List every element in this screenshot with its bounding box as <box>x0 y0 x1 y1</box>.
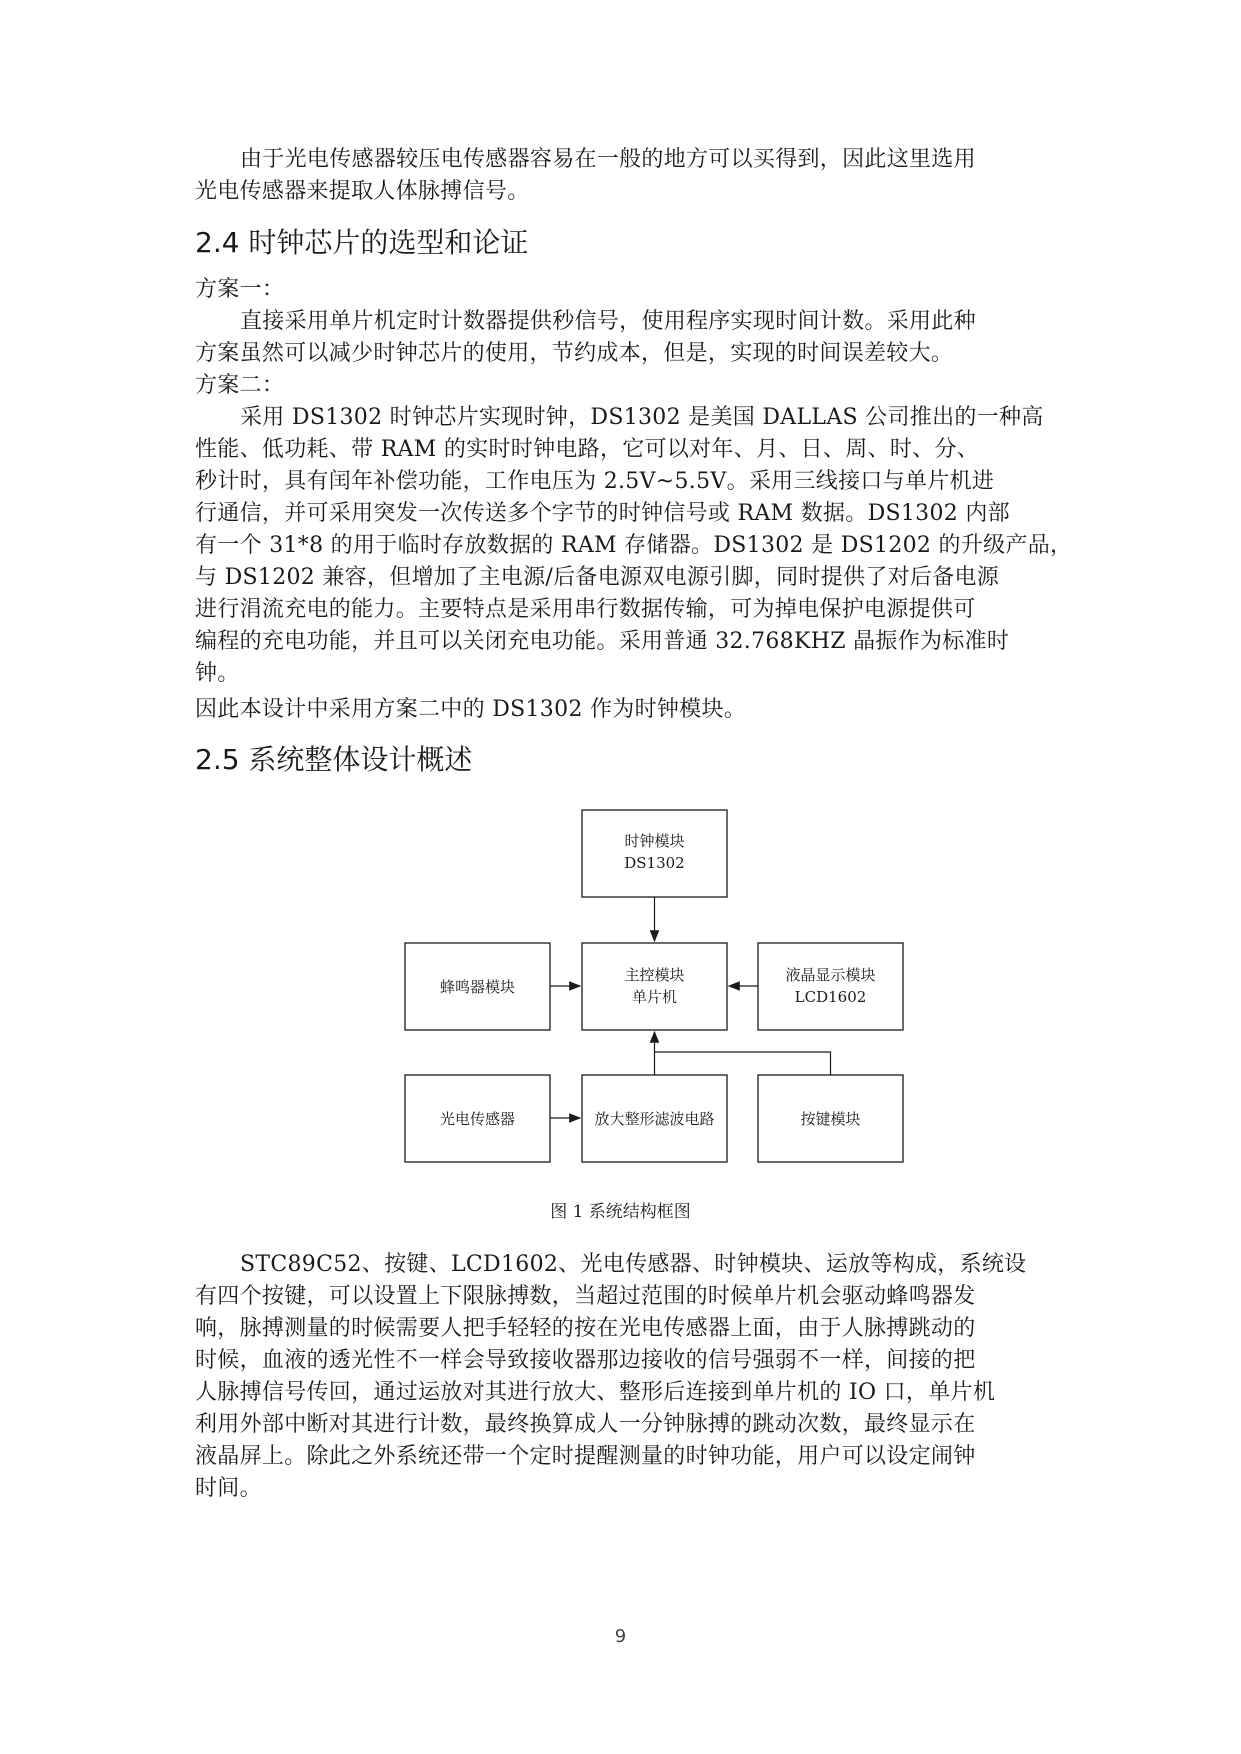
intro-line-2: 光电传感器来提取人体脉搏信号。 <box>195 179 530 204</box>
plan2-line: 钟。 <box>195 661 240 686</box>
plan2-line: 编程的充电功能，并且可以关闭充电功能。采用普通 32.768KHZ 晶振作为标准时 <box>195 629 1010 654</box>
plan1-label: 方案一： <box>195 277 285 302</box>
plan2-line: 进行涓流充电的能力。主要特点是采用串行数据传输，可为掉电保护电源提供可 <box>195 597 976 622</box>
clock-module-label: 时钟模块 <box>624 832 685 850</box>
plan2-line: 性能、低功耗、带 RAM 的实时时钟电路，它可以对年、月、日、周、时、分、 <box>195 437 980 462</box>
plan2-line: 行通信，并可采用突发一次传送多个字节的时钟信号或 RAM 数据。DS1302 内部 <box>195 501 1010 526</box>
section-heading-2-4: 2.4 时钟芯片的选型和论证 <box>195 226 529 259</box>
intro-line-1: 由于光电传感器较压电传感器容易在一般的地方可以买得到，因此这里选用 <box>240 147 976 172</box>
body-line: 响，脉搏测量的时候需要人把手轻轻的按在光电传感器上面，由于人脉搏跳动的 <box>195 1316 976 1341</box>
main-control-box <box>582 943 727 1030</box>
lcd-module-label: 液晶显示模块 <box>785 966 876 984</box>
photo-sensor-label: 光电传感器 <box>439 1110 516 1128</box>
body-line: 有四个按键，可以设置上下限脉搏数，当超过范围的时候单片机会驱动蜂鸣器发 <box>195 1284 976 1309</box>
body-line: 时间。 <box>195 1476 262 1501</box>
figure-caption: 图 1 系统结构框图 <box>550 1202 691 1222</box>
lcd-module-model: LCD1602 <box>794 988 867 1006</box>
body-line: 人脉搏信号传回，通过运放对其进行放大、整形后连接到单片机的 IO 口，单片机 <box>195 1380 996 1405</box>
body-line: 液晶屏上。除此之外系统还带一个定时提醒测量的时钟功能，用户可以设定闹钟 <box>195 1444 976 1469</box>
body-line: 时候，血液的透光性不一样会导致接收器那边接收的信号强弱不一样，间接的把 <box>195 1348 976 1373</box>
main-control-mcu: 单片机 <box>631 988 678 1006</box>
plan1-line: 方案虽然可以减少时钟芯片的使用，节约成本，但是，实现的时间误差较大。 <box>195 341 954 366</box>
conclusion-line: 因此本设计中采用方案二中的 DS1302 作为时钟模块。 <box>195 697 747 722</box>
keys-module-label: 按键模块 <box>800 1110 861 1128</box>
plan1-line: 直接采用单片机定时计数器提供秒信号，使用程序实现时间计数。采用此种 <box>240 309 976 334</box>
plan2-line: 秒计时，具有闰年补偿功能，工作电压为 2.5V~5.5V。采用三线接口与单片机进 <box>195 469 995 494</box>
lcd-module-box <box>758 943 903 1030</box>
amp-filter-label: 放大整形滤波电路 <box>594 1110 715 1128</box>
buzzer-module-label: 蜂鸣器模块 <box>439 978 516 996</box>
section-heading-2-5: 2.5 系统整体设计概述 <box>195 743 473 776</box>
plan2-line: 采用 DS1302 时钟芯片实现时钟，DS1302 是美国 DALLAS 公司推出的一种高 <box>240 405 1044 430</box>
clock-module-chip: DS1302 <box>624 854 685 872</box>
plan2-label: 方案二： <box>195 373 285 398</box>
connector-keys-to-main <box>655 1052 831 1075</box>
body-line: STC89C52、按键、LCD1602、光电传感器、时钟模块、运放等构成，系统设 <box>240 1252 1027 1277</box>
page-number: 9 <box>614 1626 627 1647</box>
plan2-line: 与 DS1202 兼容，但增加了主电源/后备电源双电源引脚，同时提供了对后备电源 <box>195 565 1000 590</box>
body-line: 利用外部中断对其进行计数，最终换算成人一分钟脉搏的跳动次数，最终显示在 <box>195 1412 976 1437</box>
main-control-label: 主控模块 <box>624 966 685 984</box>
plan2-line: 有一个 31*8 的用于临时存放数据的 RAM 存储器。DS1302 是 DS1202 的升级产品， <box>195 533 1073 558</box>
